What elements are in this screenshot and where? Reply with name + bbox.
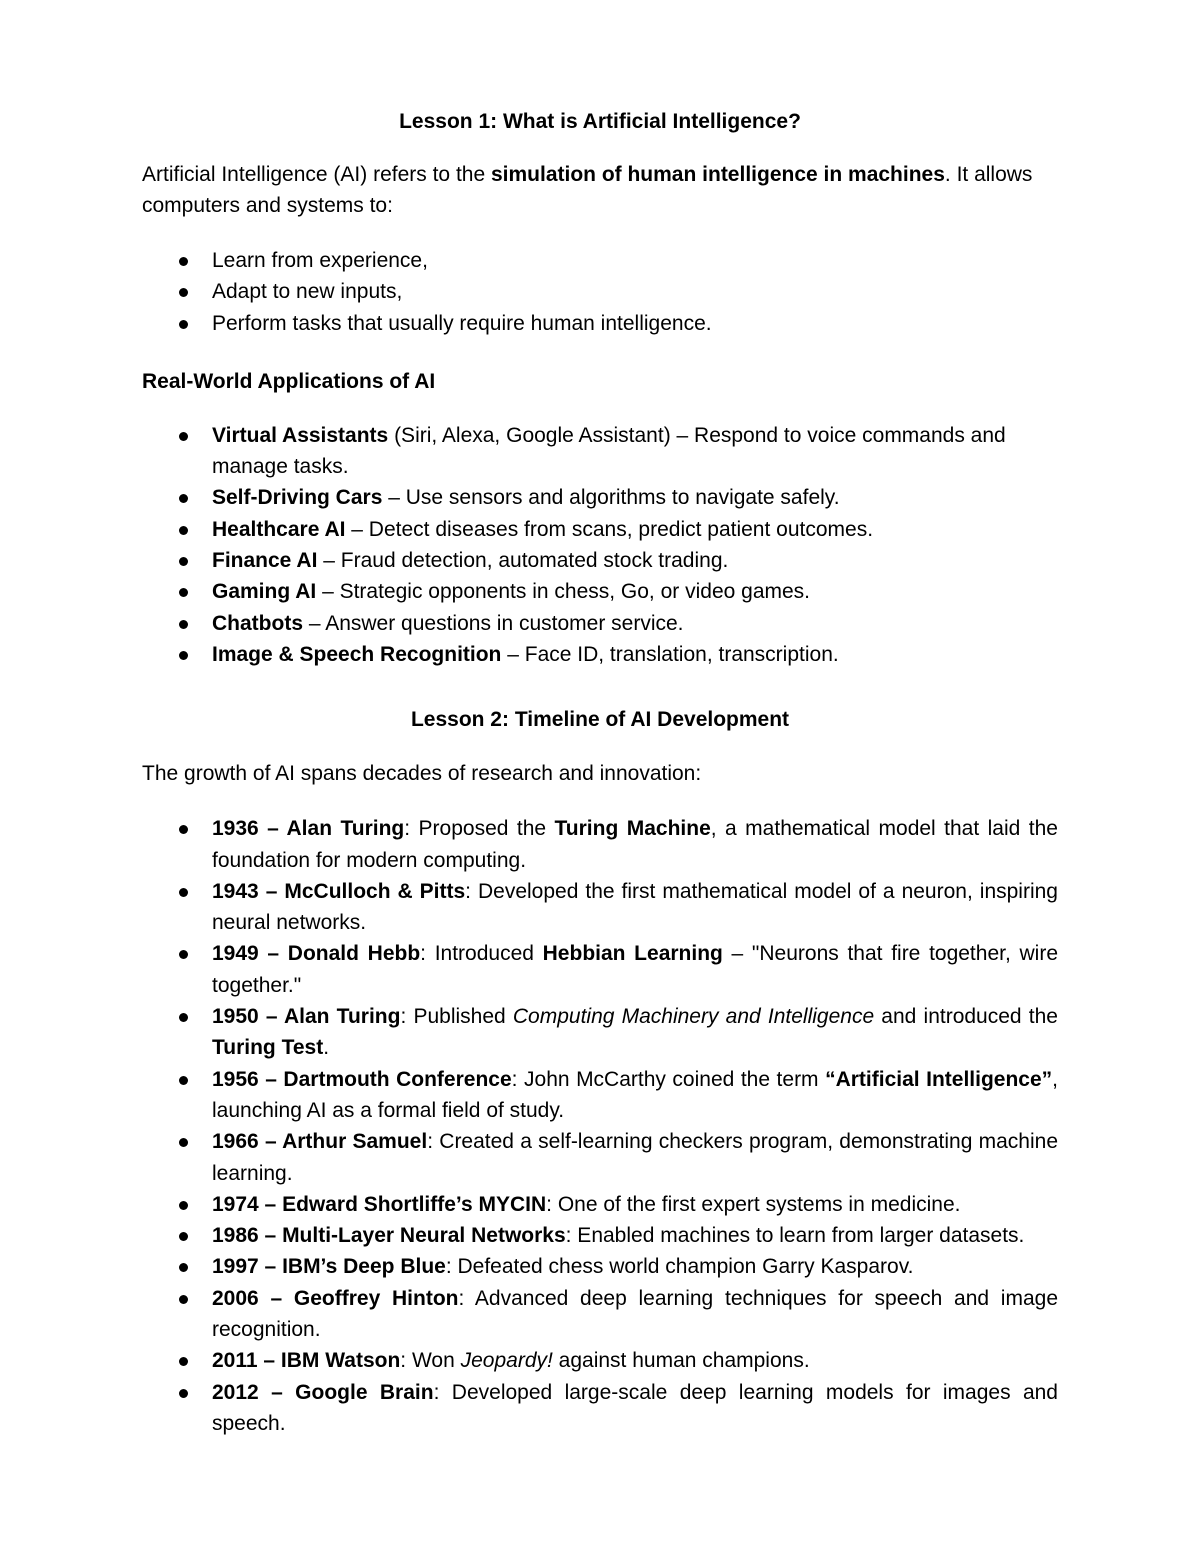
- item-text: – Strategic opponents in chess, Go, or video games.: [316, 580, 811, 604]
- intro-text-before: Artificial Intelligence (AI) refers to the: [142, 163, 491, 186]
- timeline-item: [142, 1001, 1058, 1064]
- list-item: Learn from experience,: [142, 245, 1058, 276]
- item-term: Finance AI: [212, 549, 318, 573]
- timeline-item: [142, 876, 1058, 939]
- timeline-item: [142, 1126, 1058, 1189]
- applications-list: [142, 420, 1058, 670]
- timeline-head: 1949 – Donald Hebb: [212, 942, 421, 966]
- item-text: – Face ID, translation, transcription.: [501, 642, 839, 666]
- timeline-text: : Introduced: [420, 942, 543, 966]
- timeline-text: , launching AI as a formal field of study.: [212, 1067, 1058, 1122]
- timeline-italic: Computing Machinery and Intelligence: [512, 1005, 875, 1029]
- timeline-head: 2012 – Google Brain: [212, 1380, 434, 1404]
- item-text: – Answer questions in customer service.: [303, 611, 684, 635]
- timeline-text: : Created a self-learning checkers program, demonstrating machine learning.: [212, 1130, 1058, 1185]
- item-text: – Fraud detection, automated stock trading.: [317, 549, 729, 573]
- list-item: Adapt to new inputs,: [142, 276, 1058, 307]
- timeline-bold: Hebbian Learning: [542, 942, 723, 966]
- timeline-item: [142, 813, 1058, 876]
- intro-text-bold: simulation of human intelligence in machines: [490, 163, 945, 186]
- item-text: (Siri, Alexa, Google Assistant) – Respond to voice commands and manage tasks.: [212, 423, 1006, 479]
- item-term: Self-Driving Cars: [212, 486, 383, 510]
- lesson-1-title: Lesson 1: What is Artificial Intelligence?: [399, 110, 801, 133]
- lesson-2-intro: The growth of AI spans decades of research and innovation:: [142, 762, 702, 786]
- timeline-item: [142, 1189, 1058, 1220]
- timeline-text: : Published: [400, 1005, 513, 1029]
- list-item: [142, 545, 1058, 576]
- item-term: Chatbots: [212, 611, 303, 635]
- timeline-list: [142, 813, 1058, 1439]
- timeline-text: .: [323, 1036, 330, 1060]
- list-item: [142, 514, 1058, 545]
- lesson-1-intro: [142, 159, 1058, 221]
- item-text: – Use sensors and algorithms to navigate safely.: [382, 486, 840, 510]
- timeline-head: 1943 – McCulloch & Pitts: [212, 879, 466, 903]
- timeline-text: and introduced the: [874, 1005, 1058, 1029]
- timeline-bold: Turing Test: [212, 1036, 324, 1060]
- item-term: Gaming AI: [212, 580, 317, 604]
- list-item: [142, 639, 1058, 670]
- timeline-text: against human champions.: [552, 1349, 810, 1373]
- timeline-text: : Advanced deep learning techniques for speech and image recognition.: [212, 1286, 1059, 1342]
- timeline-head: 1950 – Alan Turing: [212, 1005, 401, 1029]
- item-term: Image & Speech Recognition: [212, 642, 502, 666]
- timeline-text: – "Neurons that fire together, wire together.": [212, 942, 1059, 997]
- list-item: [142, 482, 1058, 513]
- timeline-head: 2006 – Geoffrey Hinton: [212, 1286, 459, 1310]
- timeline-text: : Enabled machines to learn from larger datasets.: [565, 1224, 1025, 1248]
- timeline-text: , a mathematical model that laid the foundation for modern computing.: [212, 817, 1058, 872]
- item-term: Healthcare AI: [212, 517, 346, 541]
- list-item: [142, 420, 1058, 483]
- timeline-item: [142, 1251, 1058, 1282]
- timeline-text: : John McCarthy coined the term: [511, 1067, 826, 1091]
- timeline-item: [142, 1377, 1058, 1440]
- timeline-item: [142, 1283, 1058, 1346]
- lesson-2-title: Lesson 2: Timeline of AI Development: [410, 708, 790, 732]
- intro-text-after: . It allows computers and systems to:: [142, 163, 1033, 217]
- timeline-text: : Proposed the: [404, 817, 555, 841]
- timeline-head: 1956 – Dartmouth Conference: [212, 1067, 512, 1091]
- item-text: – Detect diseases from scans, predict patient outcomes.: [345, 517, 874, 541]
- timeline-head: 1966 – Arthur Samuel: [212, 1130, 428, 1154]
- ai-abilities-list: [142, 245, 1058, 339]
- timeline-text: : Developed large-scale deep learning models for images and speech.: [212, 1380, 1058, 1435]
- timeline-head: 1997 – IBM’s Deep Blue: [212, 1255, 446, 1279]
- timeline-head: 1936 – Alan Turing: [212, 817, 405, 841]
- timeline-italic: Jeopardy!: [460, 1349, 553, 1373]
- timeline-item: [142, 1220, 1058, 1251]
- timeline-item: [142, 1064, 1058, 1127]
- timeline-head: 2011 – IBM Watson: [212, 1349, 401, 1373]
- timeline-text: : Developed the first mathematical model of a neuron, inspiring neural networks.: [212, 879, 1058, 935]
- timeline-bold: Turing Machine: [554, 817, 711, 841]
- timeline-head: 1986 – Multi-Layer Neural Networks: [212, 1224, 566, 1248]
- list-item: [142, 576, 1058, 607]
- timeline-head: 1974 – Edward Shortliffe’s MYCIN: [212, 1192, 547, 1216]
- timeline-text: : Defeated chess world champion Garry Kasparov.: [445, 1255, 914, 1279]
- timeline-item: [142, 1345, 1058, 1376]
- timeline-item: [142, 938, 1058, 1001]
- list-item: [142, 608, 1058, 639]
- timeline-text: : One of the first expert systems in medicine.: [546, 1192, 961, 1216]
- applications-heading: Real-World Applications of AI: [142, 369, 436, 393]
- timeline-bold: “Artificial Intelligence”: [825, 1067, 1053, 1091]
- timeline-text: : Won: [400, 1349, 461, 1373]
- item-term: Virtual Assistants: [212, 423, 389, 447]
- list-item: Perform tasks that usually require human intelligence.: [142, 308, 1058, 339]
